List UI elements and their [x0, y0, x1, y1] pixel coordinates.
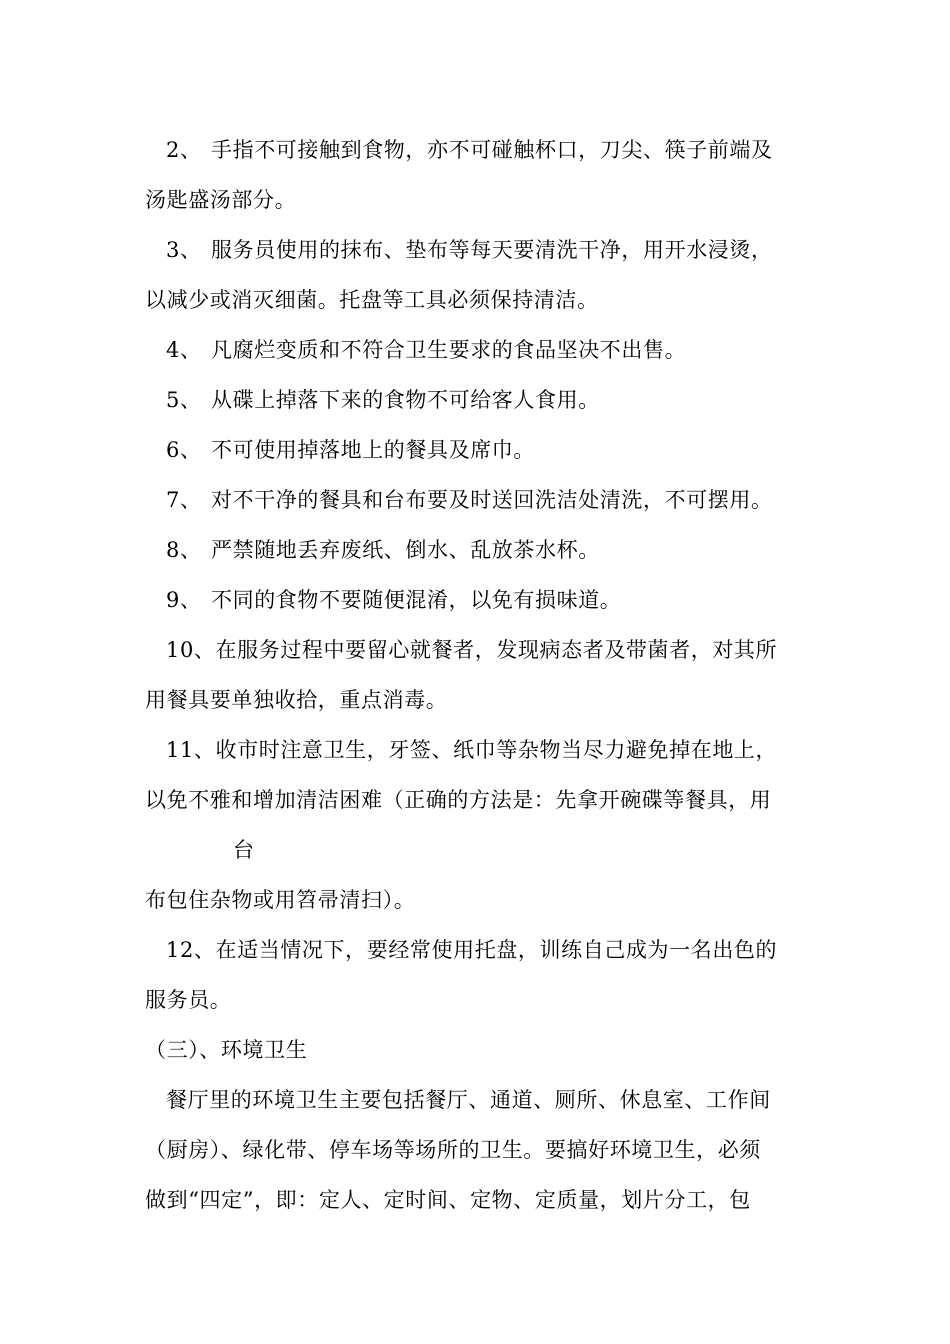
item-8-line-1: 严禁随地丢弃废纸、倒水、乱放茶水杯。	[211, 538, 600, 562]
item-12-line-1: 12、在适当情况下，要经常使用托盘，训练自己成为一名出色的	[166, 938, 778, 962]
item-11-line-2: 以免不雅和增加清洁困难（正确的方法是：先拿开碗碟等餐具，用	[145, 788, 772, 812]
paragraph-line-1: 餐厅里的环境卫生主要包括餐厅、通道、厕所、休息室、工作间	[166, 1088, 771, 1112]
item-2-line-2: 汤匙盛汤部分。	[145, 188, 297, 212]
item-3-number: 3、	[166, 238, 202, 262]
item-11-line-4: 布包住杂物或用笤帚清扫）。	[145, 888, 416, 912]
item-6-line-1: 不可使用掉落地上的餐具及席巾。	[211, 438, 535, 462]
item-4-number: 4、	[166, 338, 202, 362]
paragraph-line-2: （厨房）、绿化带、停车场等场所的卫生。要搞好环境卫生，必须	[145, 1138, 761, 1162]
item-7-line-1: 对不干净的餐具和台布要及时送回洗洁处清洗，不可摆用。	[211, 488, 773, 512]
section-heading: （三）、环境卫生	[145, 1038, 308, 1062]
item-5-number: 5、	[166, 388, 202, 412]
item-2-number: 2、	[166, 138, 202, 162]
item-9-line-1: 不同的食物不要随便混淆，以免有损味道。	[211, 588, 622, 612]
item-9-number: 9、	[166, 588, 202, 612]
paragraph-line-3: 做到“四定”，即：定人、定时间、定物、定质量，划片分工，包	[145, 1188, 751, 1212]
item-3-line-1: 服务员使用的抹布、垫布等每天要清洗干净，用开水浸烫，	[211, 238, 773, 262]
item-6-number: 6、	[166, 438, 202, 462]
item-12-line-2: 服务员。	[145, 988, 232, 1012]
item-3-line-2: 以减少或消灭细菌。托盘等工具必须保持清洁。	[145, 288, 599, 312]
item-10-line-1: 10、在服务过程中要留心就餐者，发现病态者及带菌者，对其所	[166, 638, 778, 662]
item-5-line-1: 从碟上掉落下来的食物不可给客人食用。	[211, 388, 600, 412]
item-11-line-1: 11、收市时注意卫生，牙签、纸巾等杂物当尽力避免掉在地上，	[166, 738, 778, 762]
item-4-line-1: 凡腐烂变质和不符合卫生要求的食品坚决不出售。	[211, 338, 687, 362]
item-7-number: 7、	[166, 488, 202, 512]
item-11-line-3: 台	[233, 838, 255, 862]
item-8-number: 8、	[166, 538, 202, 562]
item-10-line-2: 用餐具要单独收拾，重点消毒。	[145, 688, 448, 712]
item-2-line-1: 手指不可接触到食物，亦不可碰触杯口，刀尖、筷子前端及	[211, 138, 773, 162]
